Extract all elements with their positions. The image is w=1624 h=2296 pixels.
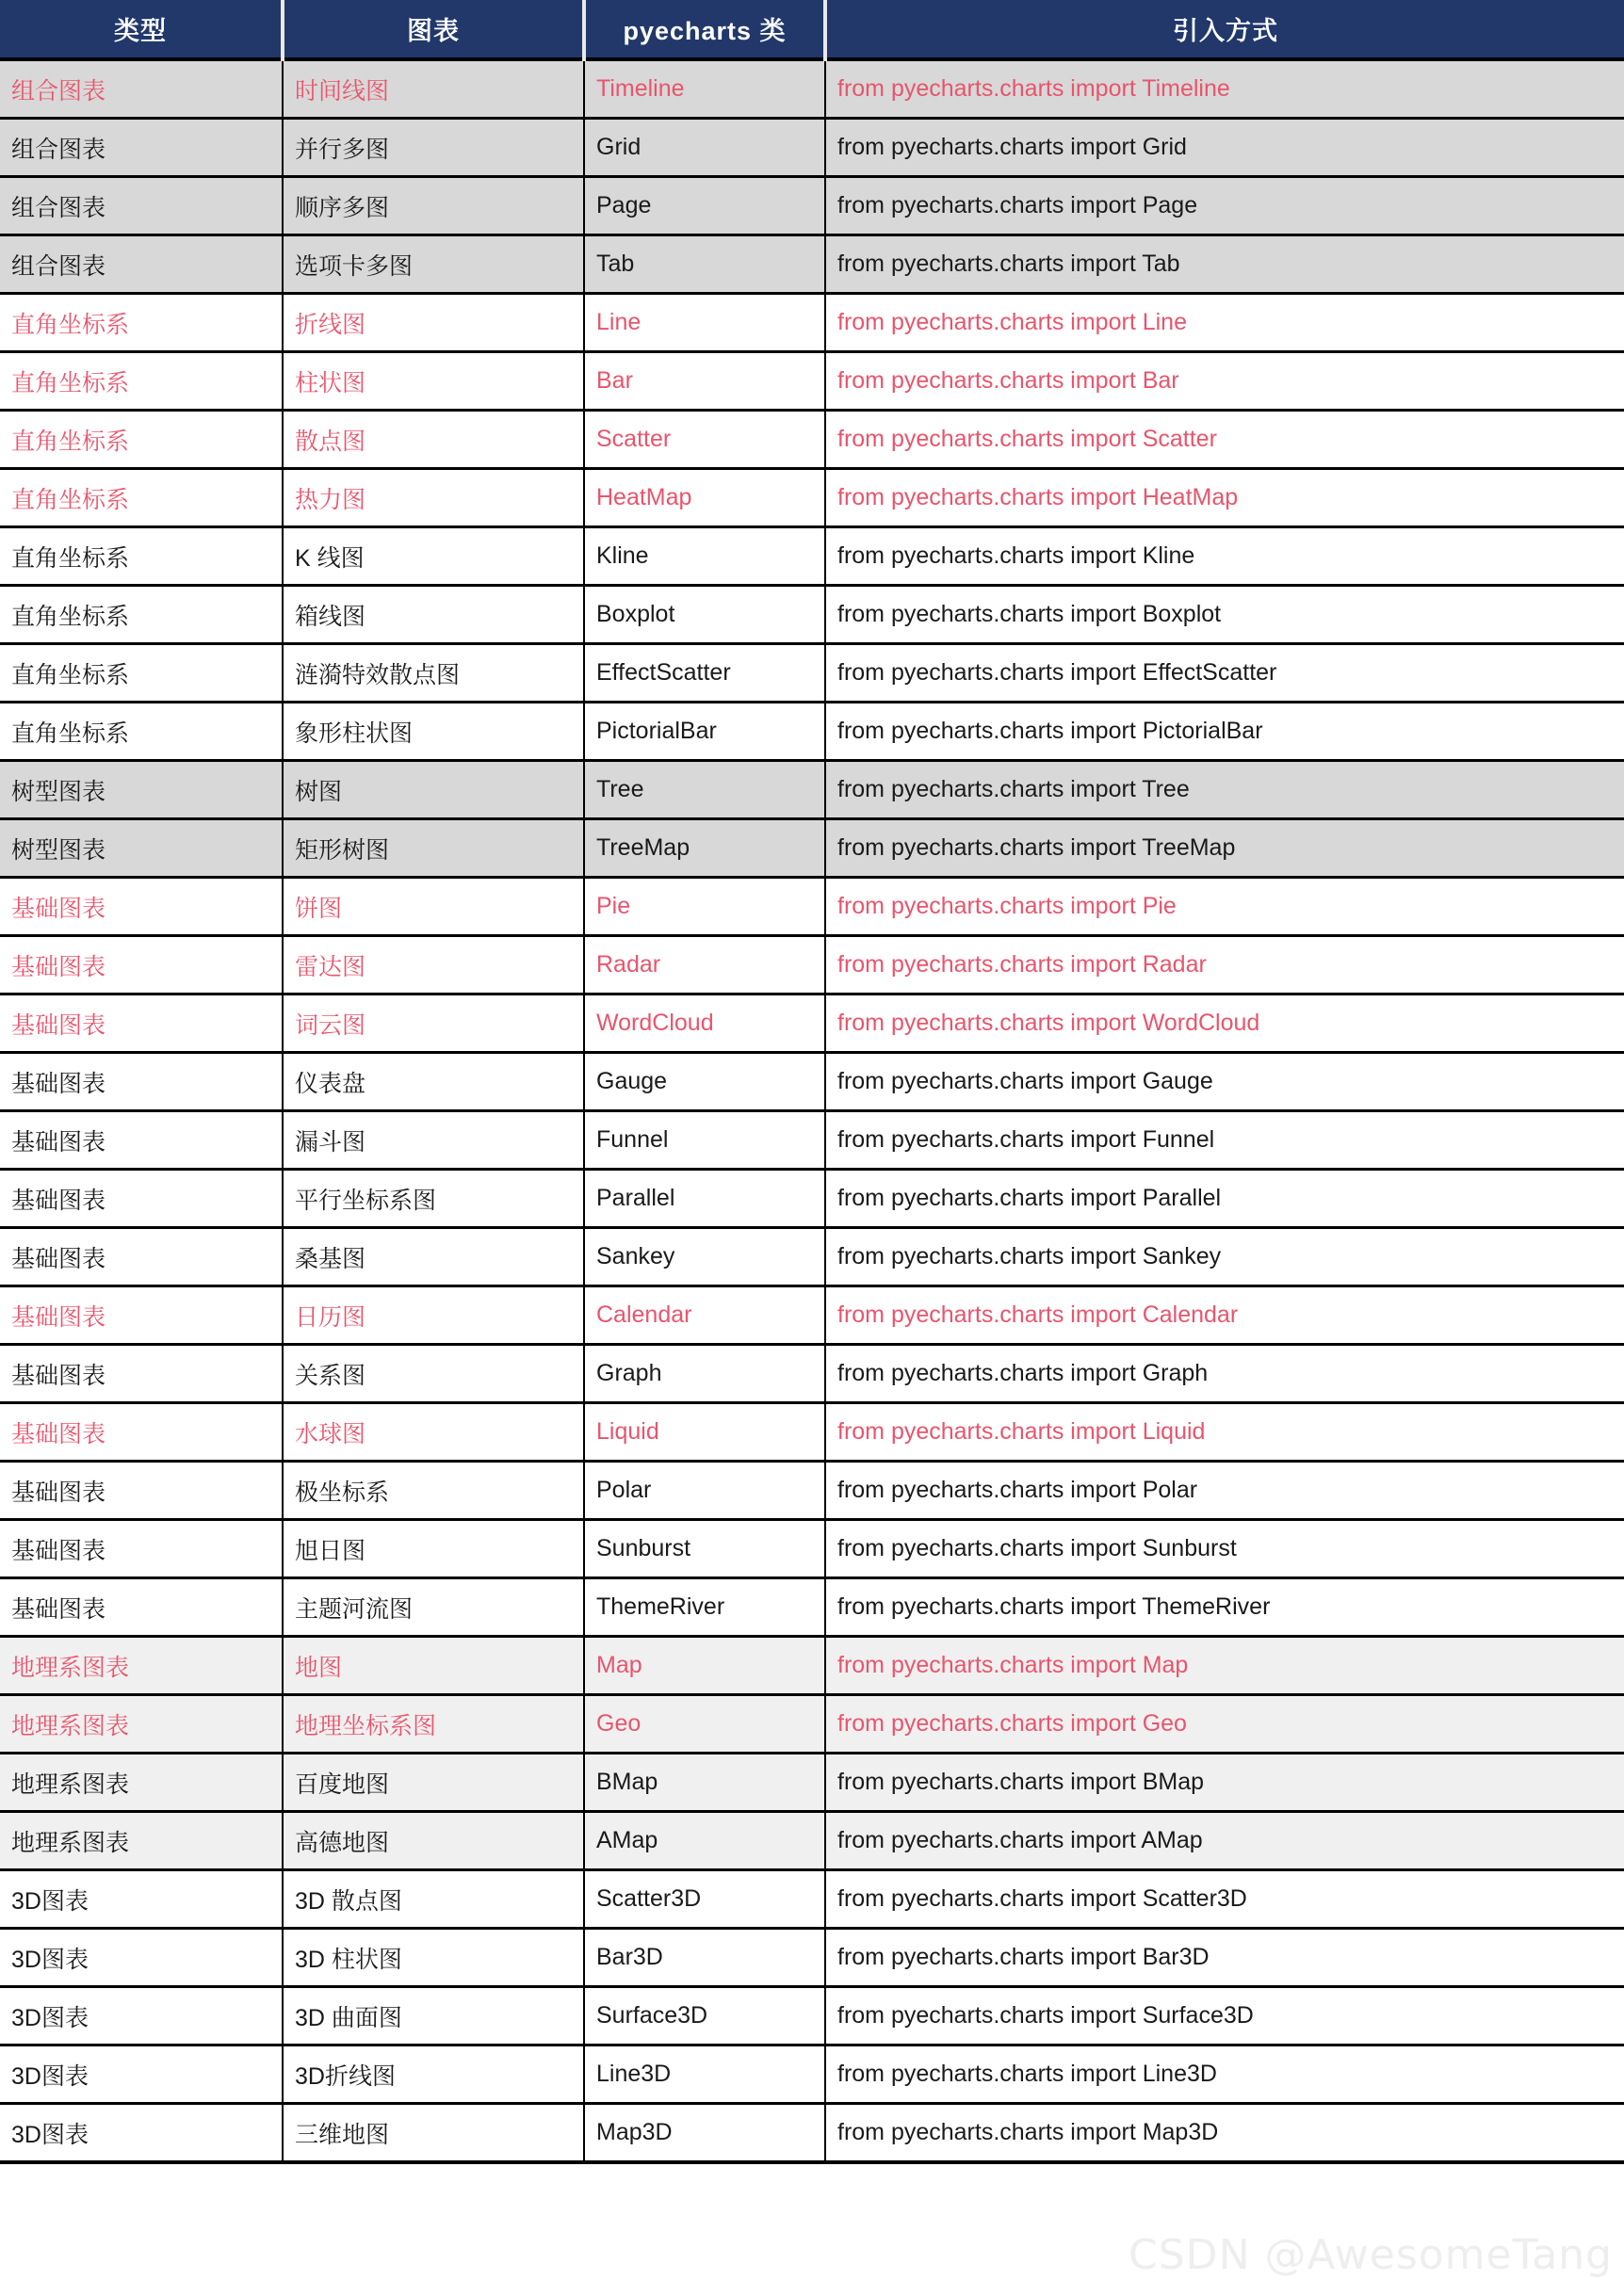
cell-class: Line <box>584 294 825 352</box>
cell-chart: 地理坐标系图 <box>283 1695 584 1754</box>
table-row <box>0 1170 1624 1228</box>
table-row <box>0 1695 1624 1754</box>
cell-class: Calendar <box>584 1286 825 1345</box>
cell-class: AMap <box>584 1812 825 1870</box>
cell-chart: 饼图 <box>283 878 584 936</box>
cell-import: from pyecharts.charts import Tab <box>825 235 1624 294</box>
cell-class: Pie <box>584 878 825 936</box>
cell-import: from pyecharts.charts import Line <box>825 294 1624 352</box>
cell-import: from pyecharts.charts import Pie <box>825 878 1624 936</box>
cell-type: 直角坐标系 <box>0 586 283 644</box>
cell-import: from pyecharts.charts import Polar <box>825 1462 1624 1520</box>
cell-type: 基础图表 <box>0 1578 283 1637</box>
cell-import: from pyecharts.charts import Geo <box>825 1695 1624 1754</box>
cell-import: from pyecharts.charts import Calendar <box>825 1286 1624 1345</box>
cell-type: 树型图表 <box>0 819 283 878</box>
column-header-chart: 图表 <box>283 0 584 59</box>
cell-import: from pyecharts.charts import WordCloud <box>825 994 1624 1053</box>
cell-type: 基础图表 <box>0 936 283 994</box>
cell-class: Geo <box>584 1695 825 1754</box>
cell-class: EffectScatter <box>584 644 825 703</box>
cell-type: 基础图表 <box>0 1286 283 1345</box>
cell-import: from pyecharts.charts import ThemeRiver <box>825 1578 1624 1637</box>
cell-class: Tree <box>584 761 825 819</box>
table-row <box>0 1754 1624 1812</box>
cell-class: Gauge <box>584 1053 825 1111</box>
cell-class: PictorialBar <box>584 703 825 761</box>
table-header <box>0 0 1624 59</box>
cell-type: 直角坐标系 <box>0 703 283 761</box>
cell-type: 直角坐标系 <box>0 527 283 586</box>
cell-import: from pyecharts.charts import Graph <box>825 1345 1624 1403</box>
table-row <box>0 1111 1624 1170</box>
cell-chart: 三维地图 <box>283 2104 584 2163</box>
table-row <box>0 469 1624 527</box>
cell-import: from pyecharts.charts import Sunburst <box>825 1520 1624 1578</box>
cell-type: 基础图表 <box>0 1170 283 1228</box>
cell-type: 直角坐标系 <box>0 294 283 352</box>
cell-type: 3D图表 <box>0 1929 283 1987</box>
cell-import: from pyecharts.charts import Kline <box>825 527 1624 586</box>
cell-type: 基础图表 <box>0 1228 283 1286</box>
cell-class: Boxplot <box>584 586 825 644</box>
cell-chart: 主题河流图 <box>283 1578 584 1637</box>
cell-class: Timeline <box>584 59 825 119</box>
cell-import: from pyecharts.charts import Timeline <box>825 59 1624 119</box>
cell-import: from pyecharts.charts import Line3D <box>825 2045 1624 2104</box>
csdn-watermark: CSDN @AwesomeTang <box>1129 2231 1613 2279</box>
cell-class: Grid <box>584 119 825 177</box>
cell-import: from pyecharts.charts import Bar <box>825 352 1624 411</box>
cell-class: Bar3D <box>584 1929 825 1987</box>
cell-type: 地理系图表 <box>0 1695 283 1754</box>
cell-chart: 象形柱状图 <box>283 703 584 761</box>
cell-import: from pyecharts.charts import Tree <box>825 761 1624 819</box>
cell-import: from pyecharts.charts import HeatMap <box>825 469 1624 527</box>
cell-type: 直角坐标系 <box>0 644 283 703</box>
cell-chart: 顺序多图 <box>283 177 584 235</box>
cell-import: from pyecharts.charts import Liquid <box>825 1403 1624 1462</box>
table-row <box>0 1228 1624 1286</box>
cell-chart: 散点图 <box>283 411 584 469</box>
cell-chart: 地图 <box>283 1637 584 1695</box>
cell-class: Bar <box>584 352 825 411</box>
cell-chart: 选项卡多图 <box>283 235 584 294</box>
cell-chart: 旭日图 <box>283 1520 584 1578</box>
cell-import: from pyecharts.charts import Radar <box>825 936 1624 994</box>
cell-chart: 矩形树图 <box>283 819 584 878</box>
cell-type: 3D图表 <box>0 2045 283 2104</box>
cell-class: Parallel <box>584 1170 825 1228</box>
cell-class: Page <box>584 177 825 235</box>
cell-import: from pyecharts.charts import Page <box>825 177 1624 235</box>
table-row <box>0 1578 1624 1637</box>
cell-chart: 百度地图 <box>283 1754 584 1812</box>
cell-chart: 3D 曲面图 <box>283 1987 584 2045</box>
cell-import: from pyecharts.charts import TreeMap <box>825 819 1624 878</box>
cell-class: BMap <box>584 1754 825 1812</box>
cell-type: 组合图表 <box>0 59 283 119</box>
table-row <box>0 527 1624 586</box>
cell-import: from pyecharts.charts import Scatter3D <box>825 1870 1624 1929</box>
cell-import: from pyecharts.charts import EffectScatter <box>825 644 1624 703</box>
cell-chart: 热力图 <box>283 469 584 527</box>
cell-class: Kline <box>584 527 825 586</box>
table-row <box>0 1462 1624 1520</box>
cell-class: HeatMap <box>584 469 825 527</box>
cell-chart: 关系图 <box>283 1345 584 1403</box>
cell-import: from pyecharts.charts import Map3D <box>825 2104 1624 2163</box>
table-row <box>0 411 1624 469</box>
table-row <box>0 1286 1624 1345</box>
cell-chart: 箱线图 <box>283 586 584 644</box>
cell-type: 基础图表 <box>0 1111 283 1170</box>
table-row <box>0 1987 1624 2045</box>
cell-class: Map <box>584 1637 825 1695</box>
table-row <box>0 1053 1624 1111</box>
cell-chart: 3D 散点图 <box>283 1870 584 1929</box>
table-row <box>0 1637 1624 1695</box>
cell-class: Scatter <box>584 411 825 469</box>
cell-type: 3D图表 <box>0 1987 283 2045</box>
cell-import: from pyecharts.charts import AMap <box>825 1812 1624 1870</box>
cell-class: WordCloud <box>584 994 825 1053</box>
cell-type: 基础图表 <box>0 1520 283 1578</box>
table-row <box>0 1812 1624 1870</box>
table-row <box>0 878 1624 936</box>
cell-class: Sunburst <box>584 1520 825 1578</box>
cell-type: 基础图表 <box>0 1462 283 1520</box>
cell-class: Line3D <box>584 2045 825 2104</box>
cell-class: Map3D <box>584 2104 825 2163</box>
column-header-class: pyecharts 类 <box>584 0 825 59</box>
cell-chart: 桑基图 <box>283 1228 584 1286</box>
cell-chart: 高德地图 <box>283 1812 584 1870</box>
cell-class: Funnel <box>584 1111 825 1170</box>
table-row <box>0 1403 1624 1462</box>
table-row <box>0 994 1624 1053</box>
cell-chart: 水球图 <box>283 1403 584 1462</box>
cell-class: Graph <box>584 1345 825 1403</box>
table-row <box>0 235 1624 294</box>
table-row <box>0 1870 1624 1929</box>
cell-type: 组合图表 <box>0 119 283 177</box>
cell-type: 直角坐标系 <box>0 411 283 469</box>
cell-type: 地理系图表 <box>0 1637 283 1695</box>
table-body <box>0 59 1624 2162</box>
cell-type: 树型图表 <box>0 761 283 819</box>
cell-type: 组合图表 <box>0 235 283 294</box>
cell-class: Surface3D <box>584 1987 825 2045</box>
cell-import: from pyecharts.charts import Parallel <box>825 1170 1624 1228</box>
cell-type: 组合图表 <box>0 177 283 235</box>
table-row <box>0 703 1624 761</box>
cell-class: TreeMap <box>584 819 825 878</box>
cell-chart: K 线图 <box>283 527 584 586</box>
cell-import: from pyecharts.charts import Boxplot <box>825 586 1624 644</box>
cell-class: Tab <box>584 235 825 294</box>
cell-chart: 雷达图 <box>283 936 584 994</box>
cell-class: Polar <box>584 1462 825 1520</box>
table-row <box>0 936 1624 994</box>
cell-type: 地理系图表 <box>0 1812 283 1870</box>
cell-chart: 仪表盘 <box>283 1053 584 1111</box>
table-row <box>0 1345 1624 1403</box>
cell-import: from pyecharts.charts import Scatter <box>825 411 1624 469</box>
cell-import: from pyecharts.charts import BMap <box>825 1754 1624 1812</box>
table-row <box>0 1929 1624 1987</box>
cell-class: Sankey <box>584 1228 825 1286</box>
cell-chart: 平行坐标系图 <box>283 1170 584 1228</box>
cell-import: from pyecharts.charts import Map <box>825 1637 1624 1695</box>
cell-import: from pyecharts.charts import Gauge <box>825 1053 1624 1111</box>
cell-chart: 漏斗图 <box>283 1111 584 1170</box>
cell-chart: 涟漪特效散点图 <box>283 644 584 703</box>
cell-type: 直角坐标系 <box>0 469 283 527</box>
cell-type: 直角坐标系 <box>0 352 283 411</box>
cell-class: Liquid <box>584 1403 825 1462</box>
cell-import: from pyecharts.charts import Grid <box>825 119 1624 177</box>
cell-chart: 柱状图 <box>283 352 584 411</box>
cell-type: 基础图表 <box>0 1053 283 1111</box>
cell-type: 基础图表 <box>0 1345 283 1403</box>
cell-type: 基础图表 <box>0 878 283 936</box>
table-row <box>0 2104 1624 2163</box>
table-row <box>0 119 1624 177</box>
cell-class: Scatter3D <box>584 1870 825 1929</box>
cell-type: 3D图表 <box>0 2104 283 2163</box>
table-row <box>0 761 1624 819</box>
cell-chart: 时间线图 <box>283 59 584 119</box>
cell-import: from pyecharts.charts import Funnel <box>825 1111 1624 1170</box>
cell-import: from pyecharts.charts import PictorialBar <box>825 703 1624 761</box>
cell-type: 地理系图表 <box>0 1754 283 1812</box>
column-header-import: 引入方式 <box>825 0 1624 59</box>
cell-class: Radar <box>584 936 825 994</box>
cell-import: from pyecharts.charts import Surface3D <box>825 1987 1624 2045</box>
header-row <box>0 0 1624 59</box>
table-row <box>0 59 1624 119</box>
cell-type: 基础图表 <box>0 994 283 1053</box>
cell-chart: 树图 <box>283 761 584 819</box>
cell-chart: 极坐标系 <box>283 1462 584 1520</box>
cell-chart: 折线图 <box>283 294 584 352</box>
cell-type: 3D图表 <box>0 1870 283 1929</box>
cell-chart: 3D 柱状图 <box>283 1929 584 1987</box>
cell-chart: 词云图 <box>283 994 584 1053</box>
table-row <box>0 294 1624 352</box>
cell-chart: 3D折线图 <box>283 2045 584 2104</box>
table-row <box>0 352 1624 411</box>
cell-chart: 日历图 <box>283 1286 584 1345</box>
cell-chart: 并行多图 <box>283 119 584 177</box>
table-row <box>0 1520 1624 1578</box>
table-row <box>0 586 1624 644</box>
column-header-type: 类型 <box>0 0 283 59</box>
table-row <box>0 177 1624 235</box>
table-row <box>0 819 1624 878</box>
table-row <box>0 644 1624 703</box>
cell-type: 基础图表 <box>0 1403 283 1462</box>
cell-import: from pyecharts.charts import Sankey <box>825 1228 1624 1286</box>
cell-import: from pyecharts.charts import Bar3D <box>825 1929 1624 1987</box>
cell-class: ThemeRiver <box>584 1578 825 1637</box>
table-row <box>0 2045 1624 2104</box>
